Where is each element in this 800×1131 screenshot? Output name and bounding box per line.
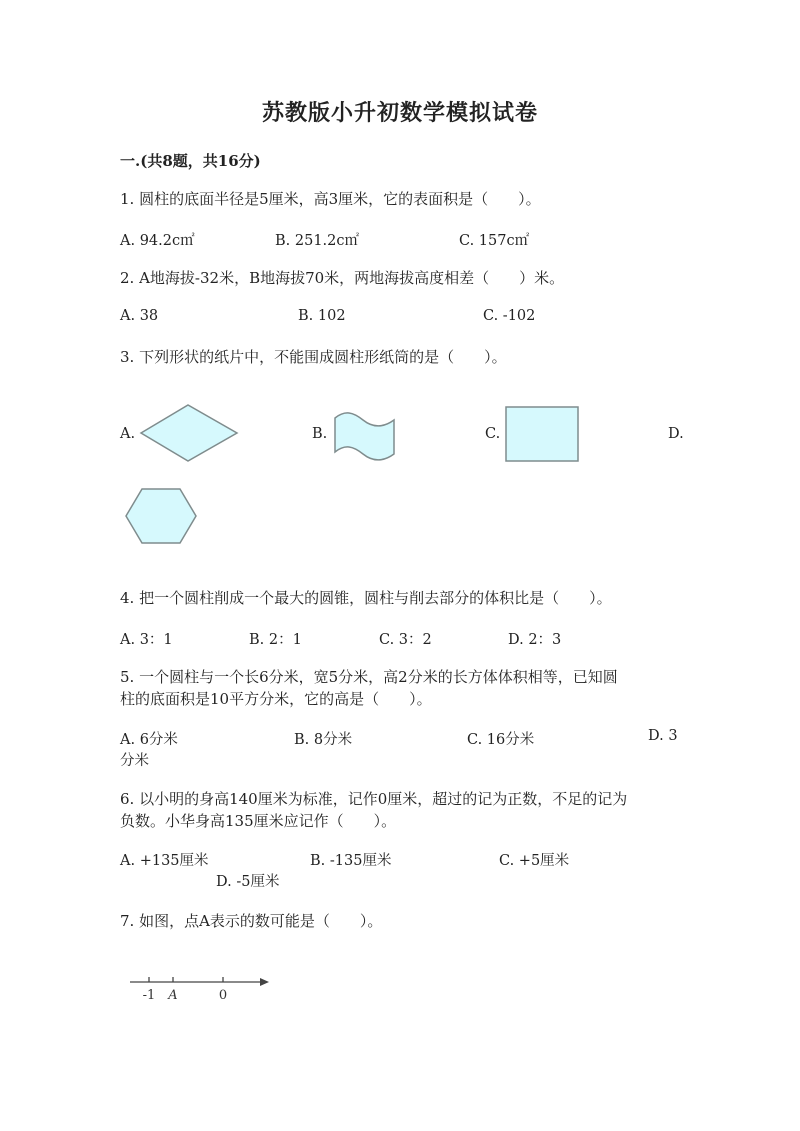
q1-option-c: C. 157c㎡ [459,233,530,249]
q1-option-b: B. 251.2c㎡ [275,233,360,249]
numberline-label-zero: 0 [218,988,228,1003]
section-heading: 一.(共8题，共16分) [120,152,261,170]
question-2: 2. A地海拔-32米，B地海拔70米，两地海拔高度相差（ ）米。 [120,269,565,287]
rhombus-shape [138,402,240,464]
q3-option-d: D. [668,426,684,442]
q4-option-c: C. 3：2 [379,632,432,648]
q4-option-a: A. 3：1 [120,632,173,648]
question-4: 4. 把一个圆柱削成一个最大的圆锥，圆柱与削去部分的体积比是（ ）。 [120,589,612,607]
numberline-label-neg-one: -1 [142,988,156,1003]
wavy-sheet-shape [331,410,399,466]
question-6-line-1: 6. 以小明的身高140厘米为标准，记作0厘米，超过的记为正数，不足的记为 [120,790,628,808]
q2-option-c: C. -102 [483,308,536,324]
numberline-label-a: A [168,988,178,1003]
q5-option-d-wrap: 分米 [120,753,149,769]
q5-option-a: A. 6分米 [120,732,178,748]
q6-option-c: C. +5厘米 [499,853,570,869]
q4-option-d: D. 2：3 [508,632,562,648]
page-title: 苏教版小升初数学模拟试卷 [261,100,538,126]
q3-option-c: C. [485,426,501,442]
question-5-line-2: 柱的底面积是10平方分米，它的高是（ ）。 [120,690,432,708]
question-3: 3. 下列形状的纸片中，不能围成圆柱形纸筒的是（ ）。 [120,348,507,366]
q5-option-b: B. 8分米 [294,732,353,748]
number-line [125,970,275,1004]
q5-option-d: D. 3 [648,728,678,744]
hexagon-shape [123,486,199,546]
rectangle-shape [504,405,580,463]
q2-option-a: A. 38 [120,308,159,324]
question-1: 1. 圆柱的底面半径是5厘米，高3厘米，它的表面积是（ ）。 [120,190,541,208]
question-6-line-2: 负数。小华身高135厘米应记作（ ）。 [120,812,397,830]
q6-option-d: D. -5厘米 [216,874,280,890]
question-5-line-1: 5. 一个圆柱与一个长6分米，宽5分米，高2分米的长方体体积相等，已知圆 [120,668,618,686]
q4-option-b: B. 2：1 [249,632,302,648]
q6-option-b: B. -135厘米 [310,853,392,869]
q6-option-a: A. +135厘米 [120,853,209,869]
q5-option-c: C. 16分米 [467,732,535,748]
q1-option-a: A. 94.2c㎡ [120,233,195,249]
q2-option-b: B. 102 [298,308,346,324]
q3-option-b: B. [312,426,328,442]
question-7: 7. 如图，点A表示的数可能是（ ）。 [120,912,383,930]
q3-option-a: A. [120,426,136,442]
